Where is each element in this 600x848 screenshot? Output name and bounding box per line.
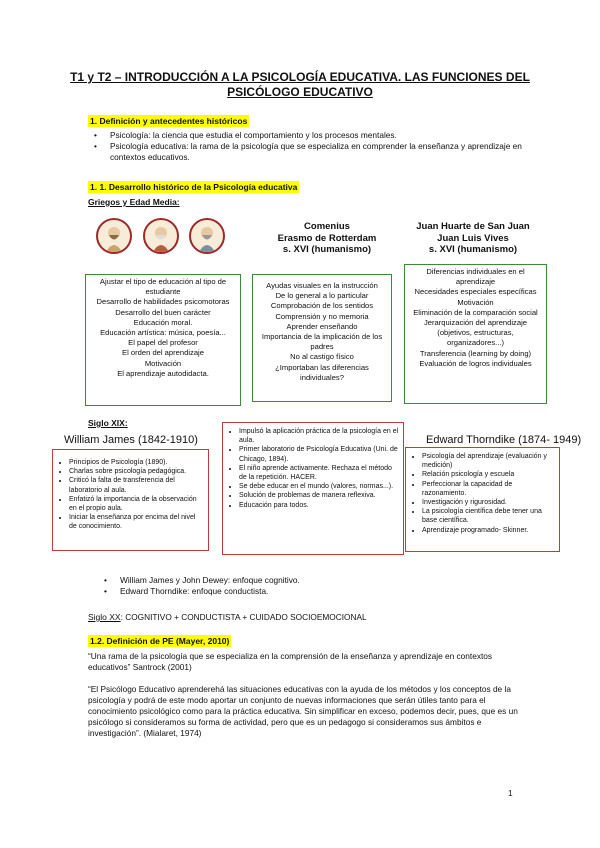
list-item: Comprensión y no memoria [275,311,369,321]
list-item: • Enfatizó la importancia de la observación en el propio aula. [69,495,204,513]
list-item: Eliminación de la comparación social [413,307,538,317]
mialaret-quote: “El Psicólogo Educativo aprenderehá las situaciones educativas con la ayuda de los métodos y los conceptos de la psicología y podrá de este modo aportar un conjunto de nuevas informaciones que serán útiles tanto para el conocimiento psicológico como para la práctica educativa. Sin simplificar en exceso, podemos decir, pues, que es un psicólogo si consideramos su forma de actividad, pero que es un pedagogo si consideramos sus ámbitos e investigación”. (Mialaret, 1974) [88,684,518,738]
philosopher-portrait-icon [143,218,179,254]
list-item: • Principios de Psicología (1890). [69,458,204,467]
list-item: Educación moral. [133,317,193,327]
thorndike-box [405,447,560,552]
list-item: • Investigación y rigurosidad. [422,498,555,507]
list-item: Transferencia (learning by doing) [419,348,532,358]
list-item: Diferencias individuales en el aprendizaje [426,267,525,287]
xx-line [88,612,367,623]
list-item: Motivación [457,297,494,307]
list-item: Desarrollo del buen carácter [115,307,211,317]
james-name: William James (1842-1910) [64,434,198,446]
definitions-list [88,130,528,163]
xx-text: : COGNITIVO + CONDUCTISTA + CUIDADO SOCIOEMOCIONAL [120,612,367,622]
list-item: Necesidades especiales específicas [414,287,537,297]
comenius-box [252,274,392,402]
xx-label: Siglo XX [88,612,121,622]
period-label: s. XVI (humanismo) [428,244,518,255]
greeks-box [85,274,241,406]
list-item: • Psicología: la ciencia que estudia el comportamiento y los procesos mentales. [88,130,528,141]
list-item: • El niño aprende activamente. Rechaza el método de la repetición. HACER. [239,464,399,482]
philosopher-portrait-icon [189,218,225,254]
list-item: • Psicología educativa: la rama de la psicología que se especializa en comprender la enseñanza y aprendizaje en contextos educativos. [88,141,528,163]
list-item: • Edward Thorndike: enfoque conductista. [98,586,498,597]
list-item: De lo general a lo particular [275,291,369,301]
list-item: • Criticó la falta de transferencia del laboratorio al aula. [69,476,204,494]
list-item: No al castigo físico [290,352,354,362]
list-item: Evaluación de logros individuales [419,358,532,368]
list-item: El aprendizaje autodidacta. [117,368,209,378]
list-item: • Aprendizaje programado- Skinner. [422,526,555,535]
section-heading-1-1: 1. 1. Desarrollo histórico de la Psicología educativa [90,182,298,192]
list-item: • Iniciar la enseñanza por encima del nivel de conocimiento. [69,513,204,531]
list-item: Ajustar el tipo de educación al tipo de estudiante [99,277,227,297]
list-item: • Perfeccionar la capacidad de razonamiento. [422,480,555,498]
author-name: Juan Luis Vives [437,232,509,244]
list-item: • Educación para todos. [239,501,399,510]
list-item: Ayudas visuales en la instrucción [266,281,378,290]
list-item: Aprender enseñando [286,321,358,331]
thorndike-name: Edward Thorndike (1874- 1949) [426,434,582,446]
james-box [52,449,209,551]
huarte-box [404,264,547,404]
section-heading-1-2: 1.2. Definición de PE (Mayer, 2010) [90,636,230,646]
author-name: Comenius [304,221,350,232]
list-item: • Solución de problemas de manera reflexiva. [239,491,399,500]
list-item: Comprobación de los sentidos [270,301,374,311]
greeks-label: Griegos y Edad Media: [88,197,180,207]
approach-list [98,575,498,597]
philosopher-portrait-icon [96,218,132,254]
dewey-box [222,422,404,555]
humanism-header-1 [262,221,392,256]
list-item: • Impulsó la aplicación práctica de la psicología en el aula. [239,427,399,445]
list-item: Jerarquización del aprendizaje (objetivos, estructuras, organizadores...) [423,318,527,348]
list-item: Motivación [144,358,182,368]
period-label: s. XVI (humanismo) [282,244,372,255]
page-number: 1 [508,788,513,798]
author-name: Erasmo de Rotterdam [277,232,377,244]
santrock-quote: “Una rama de la psicología que se especializa en la comprensión de la enseñanza y aprendizaje en contextos educativos” Santrock (2001) [88,651,493,672]
list-item: • Relación psicología y escuela [422,470,555,479]
list-item: • William James y John Dewey: enfoque cognitivo. [98,575,498,586]
list-item: • Charlas sobre psicología pedagógica. [69,467,204,476]
list-item: Desarrollo de habilidades psicomotoras [96,297,230,307]
list-item: • La psicología científica debe tener una base científica. [422,507,555,525]
list-item: ¿Importaban las diferencias individuales? [275,362,369,382]
list-item: • Psicología del aprendizaje (evaluación y medición) [422,452,555,470]
humanism-header-2 [398,221,548,256]
section-heading-1: 1. Definición y antecedentes históricos [90,116,248,126]
page-title: T1 y T2 – INTRODUCCIÓN A LA PSICOLOGÍA EDUCATIVA. LAS FUNCIONES DEL PSICÓLOGO EDUCATIVO [70,70,530,99]
author-name: Juan Huarte de San Juan [416,221,530,232]
list-item: • Se debe educar en el mundo (valores, normas...). [239,482,399,491]
list-item: El papel del profesor [128,338,198,348]
list-item: El orden del aprendizaje [122,348,204,358]
xix-label: Siglo XIX: [88,418,128,428]
list-item: Importancia de la implicación de los padres [261,332,383,352]
list-item: • Primer laboratorio de Psicología Educativa (Uni. de Chicago, 1894). [239,445,399,463]
list-item: Educación artística: música, poesía... [100,328,226,338]
